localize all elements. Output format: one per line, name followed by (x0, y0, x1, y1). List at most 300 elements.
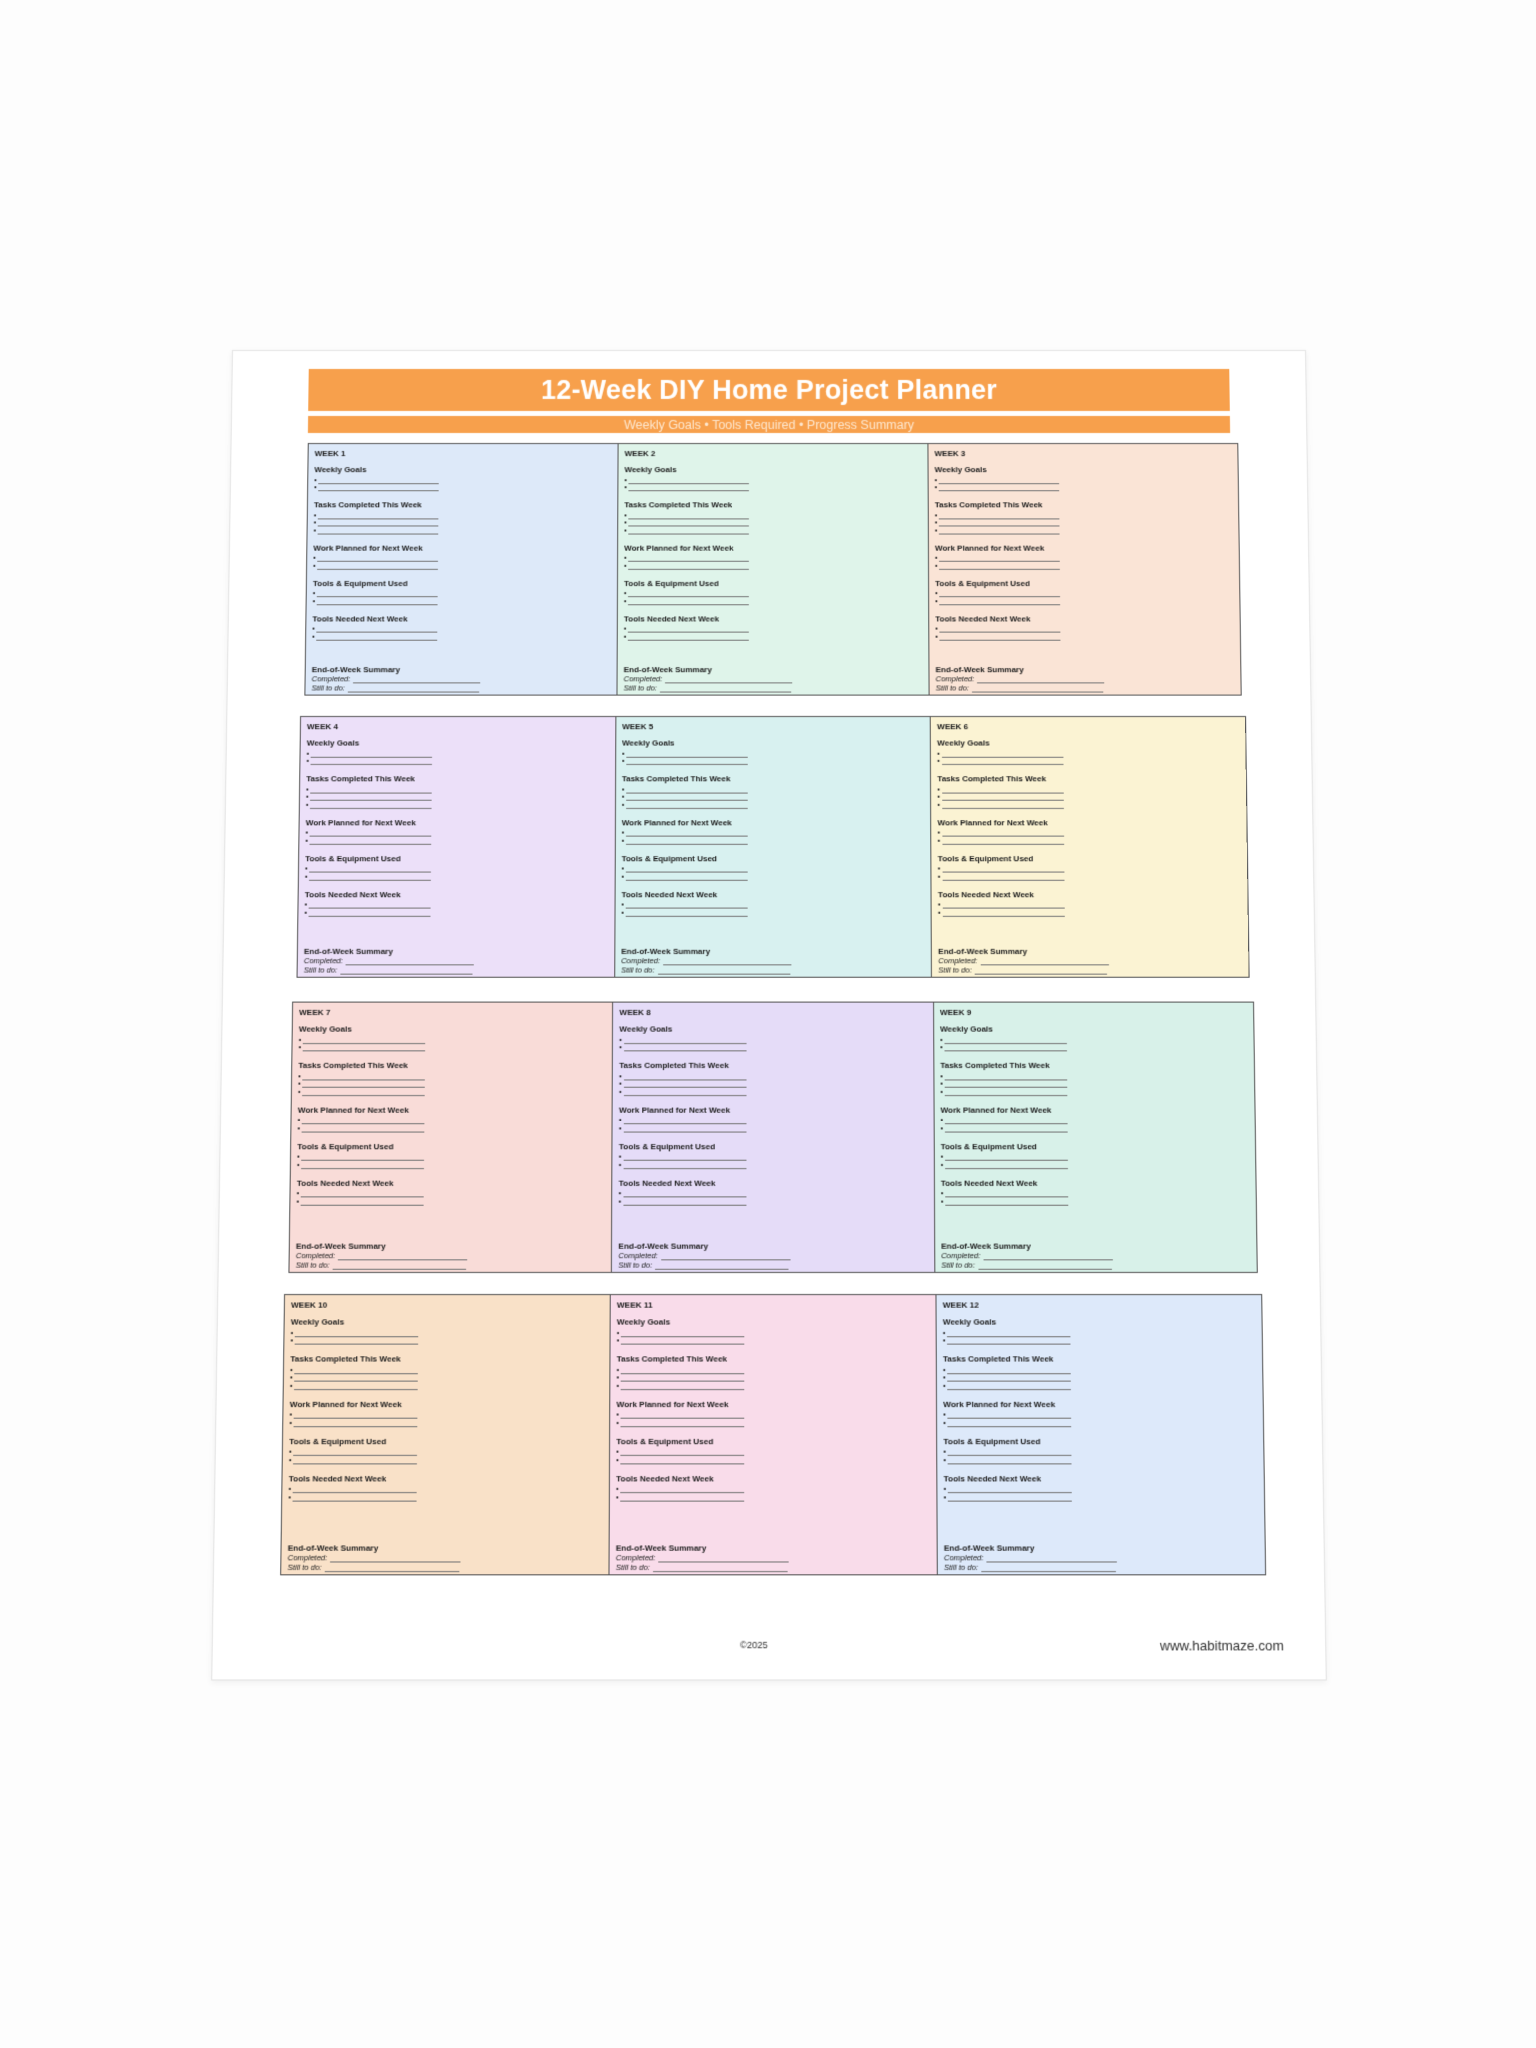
write-in-line[interactable] (945, 1153, 1068, 1160)
write-in-line[interactable] (317, 598, 438, 605)
bullet-line[interactable] (616, 1456, 930, 1464)
write-in-line[interactable] (624, 1036, 746, 1043)
write-in-line[interactable] (981, 1564, 1116, 1573)
bullet-line[interactable] (622, 837, 925, 845)
write-in-line[interactable] (318, 512, 439, 519)
write-in-line[interactable] (303, 1073, 426, 1080)
write-in-line[interactable] (939, 512, 1060, 519)
write-in-line[interactable] (318, 527, 439, 534)
completed-line[interactable] (941, 1251, 1250, 1260)
bullet-line[interactable] (938, 801, 1241, 809)
bullet-line[interactable] (943, 1337, 1256, 1345)
write-in-line[interactable] (621, 1419, 745, 1426)
bullet-line[interactable] (313, 562, 611, 570)
bullet-line[interactable] (619, 1116, 927, 1124)
write-in-line[interactable] (939, 519, 1060, 526)
write-in-line[interactable] (623, 1153, 746, 1160)
write-in-line[interactable] (319, 484, 440, 491)
write-in-line[interactable] (621, 1374, 745, 1381)
bullet-line[interactable] (288, 1493, 602, 1501)
bullet-line[interactable] (619, 1072, 927, 1080)
bullet-line[interactable] (941, 1153, 1249, 1161)
bullet-line[interactable] (290, 1411, 604, 1419)
bullet-line[interactable] (617, 1337, 930, 1345)
write-in-line[interactable] (940, 633, 1061, 640)
still-to-do-line[interactable] (287, 1563, 602, 1573)
write-in-line[interactable] (301, 1190, 424, 1197)
bullet-line[interactable] (298, 1088, 606, 1096)
write-in-line[interactable] (621, 1456, 745, 1463)
bullet-line[interactable] (621, 909, 925, 917)
completed-line[interactable] (296, 1251, 605, 1260)
write-in-line[interactable] (626, 794, 748, 801)
bullet-line[interactable] (621, 901, 925, 909)
bullet-line[interactable] (624, 625, 922, 633)
still-to-do-line[interactable] (618, 1260, 927, 1269)
bullet-line[interactable] (307, 750, 609, 758)
write-in-line[interactable] (942, 750, 1063, 757)
bullet-line[interactable] (290, 1374, 603, 1382)
bullet-line[interactable] (313, 554, 611, 562)
bullet-line[interactable] (289, 1419, 603, 1427)
write-in-line[interactable] (948, 1494, 1072, 1501)
write-in-line[interactable] (303, 1088, 426, 1095)
write-in-line[interactable] (626, 837, 748, 844)
write-in-line[interactable] (626, 873, 748, 880)
write-in-line[interactable] (948, 1456, 1072, 1463)
write-in-line[interactable] (945, 1198, 1068, 1205)
still-to-do-line[interactable] (311, 683, 610, 692)
bullet-line[interactable] (622, 801, 925, 809)
write-in-line[interactable] (621, 1382, 745, 1389)
bullet-line[interactable] (935, 476, 1232, 484)
write-in-line[interactable] (317, 633, 438, 640)
write-in-line[interactable] (621, 1411, 745, 1418)
bullet-line[interactable] (617, 1366, 930, 1374)
write-in-line[interactable] (942, 801, 1064, 808)
write-in-line[interactable] (948, 1366, 1072, 1373)
bullet-line[interactable] (624, 526, 922, 534)
write-in-line[interactable] (353, 675, 480, 683)
completed-line[interactable] (288, 1553, 603, 1563)
write-in-line[interactable] (629, 527, 750, 534)
bullet-line[interactable] (944, 1493, 1258, 1501)
write-in-line[interactable] (661, 1252, 790, 1260)
bullet-line[interactable] (616, 1448, 930, 1456)
bullet-line[interactable] (937, 750, 1239, 758)
bullet-line[interactable] (616, 1485, 930, 1493)
bullet-line[interactable] (291, 1329, 604, 1337)
write-in-line[interactable] (624, 1088, 747, 1095)
bullet-line[interactable] (943, 1374, 1256, 1382)
bullet-line[interactable] (619, 1197, 928, 1205)
bullet-line[interactable] (304, 909, 608, 917)
bullet-line[interactable] (619, 1190, 928, 1198)
write-in-line[interactable] (626, 865, 748, 872)
bullet-line[interactable] (305, 873, 608, 881)
bullet-line[interactable] (935, 519, 1233, 527)
write-in-line[interactable] (318, 562, 439, 569)
write-in-line[interactable] (626, 801, 748, 808)
write-in-line[interactable] (626, 786, 748, 793)
bullet-line[interactable] (313, 590, 611, 598)
bullet-line[interactable] (306, 757, 608, 765)
write-in-line[interactable] (621, 1448, 745, 1455)
write-in-line[interactable] (624, 1080, 747, 1087)
bullet-line[interactable] (305, 837, 608, 845)
write-in-line[interactable] (303, 1036, 425, 1043)
write-in-line[interactable] (943, 909, 1065, 916)
bullet-line[interactable] (297, 1161, 606, 1169)
write-in-line[interactable] (945, 1036, 1067, 1043)
bullet-line[interactable] (306, 793, 609, 801)
bullet-line[interactable] (938, 837, 1241, 845)
bullet-line[interactable] (616, 1493, 930, 1501)
write-in-line[interactable] (303, 1044, 426, 1051)
write-in-line[interactable] (948, 1374, 1072, 1381)
bullet-line[interactable] (621, 865, 924, 873)
bullet-line[interactable] (943, 1448, 1257, 1456)
write-in-line[interactable] (942, 837, 1064, 844)
bullet-line[interactable] (617, 1382, 930, 1390)
write-in-line[interactable] (629, 512, 750, 519)
bullet-line[interactable] (943, 1329, 1256, 1337)
bullet-line[interactable] (314, 511, 611, 519)
write-in-line[interactable] (980, 957, 1108, 965)
completed-line[interactable] (938, 956, 1242, 965)
write-in-line[interactable] (295, 1366, 419, 1373)
bullet-line[interactable] (619, 1161, 928, 1169)
write-in-line[interactable] (318, 555, 439, 562)
write-in-line[interactable] (945, 1117, 1068, 1124)
write-in-line[interactable] (629, 562, 750, 569)
bullet-line[interactable] (935, 526, 1233, 534)
write-in-line[interactable] (939, 484, 1060, 491)
bullet-line[interactable] (622, 750, 924, 758)
bullet-line[interactable] (306, 829, 609, 837)
bullet-line[interactable] (291, 1337, 604, 1345)
write-in-line[interactable] (621, 1494, 745, 1501)
bullet-line[interactable] (297, 1190, 606, 1198)
write-in-line[interactable] (302, 1153, 425, 1160)
write-in-line[interactable] (660, 684, 791, 692)
write-in-line[interactable] (987, 1554, 1118, 1563)
bullet-line[interactable] (935, 562, 1233, 570)
write-in-line[interactable] (624, 1044, 746, 1051)
write-in-line[interactable] (295, 1374, 419, 1381)
bullet-line[interactable] (289, 1456, 603, 1464)
bullet-line[interactable] (940, 1124, 1248, 1132)
write-in-line[interactable] (626, 829, 748, 836)
write-in-line[interactable] (943, 901, 1065, 908)
write-in-line[interactable] (948, 1448, 1072, 1455)
write-in-line[interactable] (623, 1161, 746, 1168)
write-in-line[interactable] (628, 598, 749, 605)
write-in-line[interactable] (624, 1073, 747, 1080)
write-in-line[interactable] (301, 1198, 424, 1205)
write-in-line[interactable] (940, 562, 1061, 569)
bullet-line[interactable] (297, 1124, 605, 1132)
bullet-line[interactable] (940, 1036, 1247, 1044)
bullet-line[interactable] (940, 1080, 1248, 1088)
write-in-line[interactable] (940, 590, 1061, 597)
write-in-line[interactable] (628, 633, 749, 640)
write-in-line[interactable] (948, 1382, 1072, 1389)
write-in-line[interactable] (294, 1411, 418, 1418)
bullet-line[interactable] (935, 484, 1232, 492)
bullet-line[interactable] (935, 511, 1232, 519)
write-in-line[interactable] (626, 750, 747, 757)
bullet-line[interactable] (937, 793, 1240, 801)
bullet-line[interactable] (619, 1036, 926, 1044)
write-in-line[interactable] (293, 1494, 417, 1501)
bullet-line[interactable] (314, 484, 611, 492)
write-in-line[interactable] (947, 1329, 1070, 1336)
bullet-line[interactable] (938, 873, 1241, 881)
write-in-line[interactable] (629, 484, 749, 491)
write-in-line[interactable] (621, 1366, 745, 1373)
still-to-do-line[interactable] (938, 965, 1242, 974)
bullet-line[interactable] (290, 1382, 603, 1390)
bullet-line[interactable] (941, 1190, 1250, 1198)
write-in-line[interactable] (945, 1044, 1067, 1051)
bullet-line[interactable] (622, 829, 925, 837)
write-in-line[interactable] (624, 1117, 747, 1124)
still-to-do-line[interactable] (944, 1563, 1259, 1573)
completed-line[interactable] (624, 674, 923, 683)
write-in-line[interactable] (628, 590, 749, 597)
bullet-line[interactable] (624, 519, 922, 527)
write-in-line[interactable] (302, 1125, 425, 1132)
bullet-line[interactable] (297, 1197, 606, 1205)
write-in-line[interactable] (624, 1125, 747, 1132)
bullet-line[interactable] (624, 511, 921, 519)
bullet-line[interactable] (299, 1036, 606, 1044)
write-in-line[interactable] (295, 1329, 419, 1336)
bullet-line[interactable] (937, 757, 1239, 765)
write-in-line[interactable] (942, 829, 1064, 836)
bullet-line[interactable] (305, 901, 609, 909)
bullet-line[interactable] (290, 1366, 603, 1374)
bullet-line[interactable] (943, 1366, 1256, 1374)
write-in-line[interactable] (945, 1088, 1068, 1095)
bullet-line[interactable] (299, 1044, 607, 1052)
write-in-line[interactable] (293, 1486, 417, 1493)
write-in-line[interactable] (310, 865, 432, 872)
write-in-line[interactable] (319, 477, 440, 484)
bullet-line[interactable] (313, 597, 611, 605)
bullet-line[interactable] (622, 793, 925, 801)
bullet-line[interactable] (616, 1411, 929, 1419)
bullet-line[interactable] (935, 554, 1233, 562)
write-in-line[interactable] (311, 750, 432, 757)
write-in-line[interactable] (325, 1564, 460, 1573)
bullet-line[interactable] (935, 625, 1233, 633)
bullet-line[interactable] (624, 476, 921, 484)
completed-line[interactable] (616, 1553, 931, 1563)
bullet-line[interactable] (940, 1044, 1248, 1052)
write-in-line[interactable] (626, 901, 748, 908)
still-to-do-line[interactable] (616, 1563, 931, 1573)
bullet-line[interactable] (940, 1072, 1248, 1080)
bullet-line[interactable] (616, 1419, 930, 1427)
bullet-line[interactable] (943, 1456, 1257, 1464)
write-in-line[interactable] (975, 966, 1107, 974)
write-in-line[interactable] (945, 1161, 1068, 1168)
bullet-line[interactable] (941, 1197, 1250, 1205)
bullet-line[interactable] (624, 484, 921, 492)
completed-line[interactable] (312, 674, 611, 683)
still-to-do-line[interactable] (304, 965, 608, 974)
bullet-line[interactable] (943, 1382, 1256, 1390)
bullet-line[interactable] (314, 519, 612, 527)
write-in-line[interactable] (311, 758, 433, 765)
write-in-line[interactable] (940, 598, 1061, 605)
write-in-line[interactable] (945, 1125, 1068, 1132)
write-in-line[interactable] (340, 966, 472, 974)
write-in-line[interactable] (665, 675, 792, 683)
write-in-line[interactable] (972, 684, 1103, 692)
bullet-line[interactable] (619, 1088, 927, 1096)
write-in-line[interactable] (945, 1190, 1068, 1197)
write-in-line[interactable] (626, 758, 747, 765)
completed-line[interactable] (936, 674, 1235, 683)
bullet-line[interactable] (940, 1088, 1248, 1096)
write-in-line[interactable] (942, 758, 1063, 765)
write-in-line[interactable] (309, 901, 431, 908)
bullet-line[interactable] (314, 476, 611, 484)
bullet-line[interactable] (617, 1329, 930, 1337)
bullet-line[interactable] (624, 590, 922, 598)
bullet-line[interactable] (624, 562, 922, 570)
bullet-line[interactable] (619, 1080, 927, 1088)
write-in-line[interactable] (623, 1198, 746, 1205)
write-in-line[interactable] (945, 1073, 1068, 1080)
write-in-line[interactable] (309, 909, 431, 916)
write-in-line[interactable] (942, 786, 1064, 793)
write-in-line[interactable] (940, 626, 1061, 633)
write-in-line[interactable] (948, 1486, 1072, 1493)
write-in-line[interactable] (295, 1337, 419, 1344)
bullet-line[interactable] (298, 1080, 606, 1088)
bullet-line[interactable] (289, 1485, 603, 1493)
bullet-line[interactable] (938, 901, 1242, 909)
write-in-line[interactable] (310, 837, 432, 844)
write-in-line[interactable] (309, 873, 431, 880)
bullet-line[interactable] (306, 785, 609, 793)
write-in-line[interactable] (317, 590, 438, 597)
write-in-line[interactable] (302, 1117, 425, 1124)
write-in-line[interactable] (948, 1411, 1072, 1418)
write-in-line[interactable] (655, 1261, 788, 1269)
write-in-line[interactable] (942, 794, 1064, 801)
write-in-line[interactable] (663, 957, 791, 965)
bullet-line[interactable] (938, 829, 1241, 837)
bullet-line[interactable] (619, 1124, 927, 1132)
bullet-line[interactable] (619, 1044, 926, 1052)
bullet-line[interactable] (622, 757, 924, 765)
write-in-line[interactable] (311, 786, 433, 793)
write-in-line[interactable] (294, 1456, 418, 1463)
bullet-line[interactable] (621, 873, 924, 881)
write-in-line[interactable] (942, 873, 1064, 880)
write-in-line[interactable] (303, 1080, 426, 1087)
write-in-line[interactable] (948, 1419, 1072, 1426)
write-in-line[interactable] (330, 1554, 461, 1563)
bullet-line[interactable] (297, 1153, 605, 1161)
bullet-line[interactable] (298, 1116, 606, 1124)
write-in-line[interactable] (977, 675, 1104, 683)
write-in-line[interactable] (348, 684, 479, 692)
still-to-do-line[interactable] (936, 683, 1235, 692)
write-in-line[interactable] (311, 794, 433, 801)
write-in-line[interactable] (294, 1448, 418, 1455)
bullet-line[interactable] (314, 526, 612, 534)
bullet-line[interactable] (624, 554, 922, 562)
bullet-line[interactable] (935, 597, 1233, 605)
write-in-line[interactable] (628, 626, 749, 633)
write-in-line[interactable] (302, 1161, 425, 1168)
write-in-line[interactable] (939, 555, 1060, 562)
completed-line[interactable] (944, 1553, 1259, 1563)
bullet-line[interactable] (619, 1153, 927, 1161)
bullet-line[interactable] (943, 1411, 1257, 1419)
completed-line[interactable] (304, 956, 608, 965)
write-in-line[interactable] (942, 865, 1064, 872)
write-in-line[interactable] (295, 1382, 419, 1389)
write-in-line[interactable] (621, 1486, 745, 1493)
write-in-line[interactable] (653, 1564, 788, 1573)
write-in-line[interactable] (984, 1252, 1113, 1260)
write-in-line[interactable] (947, 1337, 1071, 1344)
write-in-line[interactable] (629, 519, 750, 526)
write-in-line[interactable] (294, 1419, 418, 1426)
write-in-line[interactable] (623, 1190, 746, 1197)
bullet-line[interactable] (937, 785, 1240, 793)
write-in-line[interactable] (338, 1252, 467, 1260)
write-in-line[interactable] (659, 1554, 789, 1563)
write-in-line[interactable] (346, 957, 474, 965)
completed-line[interactable] (621, 956, 925, 965)
write-in-line[interactable] (333, 1261, 467, 1269)
still-to-do-line[interactable] (621, 965, 925, 974)
write-in-line[interactable] (310, 829, 432, 836)
write-in-line[interactable] (317, 626, 438, 633)
write-in-line[interactable] (629, 477, 749, 484)
write-in-line[interactable] (945, 1080, 1068, 1087)
write-in-line[interactable] (939, 527, 1060, 534)
bullet-line[interactable] (944, 1485, 1258, 1493)
write-in-line[interactable] (626, 909, 748, 916)
still-to-do-line[interactable] (296, 1260, 605, 1269)
bullet-line[interactable] (306, 801, 609, 809)
bullet-line[interactable] (935, 590, 1233, 598)
bullet-line[interactable] (940, 1116, 1248, 1124)
bullet-line[interactable] (305, 865, 608, 873)
write-in-line[interactable] (621, 1337, 744, 1344)
bullet-line[interactable] (298, 1072, 606, 1080)
write-in-line[interactable] (318, 519, 439, 526)
bullet-line[interactable] (938, 909, 1242, 917)
write-in-line[interactable] (629, 555, 750, 562)
bullet-line[interactable] (624, 633, 923, 641)
write-in-line[interactable] (310, 801, 432, 808)
bullet-line[interactable] (943, 1419, 1257, 1427)
bullet-line[interactable] (312, 633, 611, 641)
write-in-line[interactable] (658, 966, 790, 974)
completed-line[interactable] (618, 1251, 927, 1260)
still-to-do-line[interactable] (941, 1260, 1250, 1269)
